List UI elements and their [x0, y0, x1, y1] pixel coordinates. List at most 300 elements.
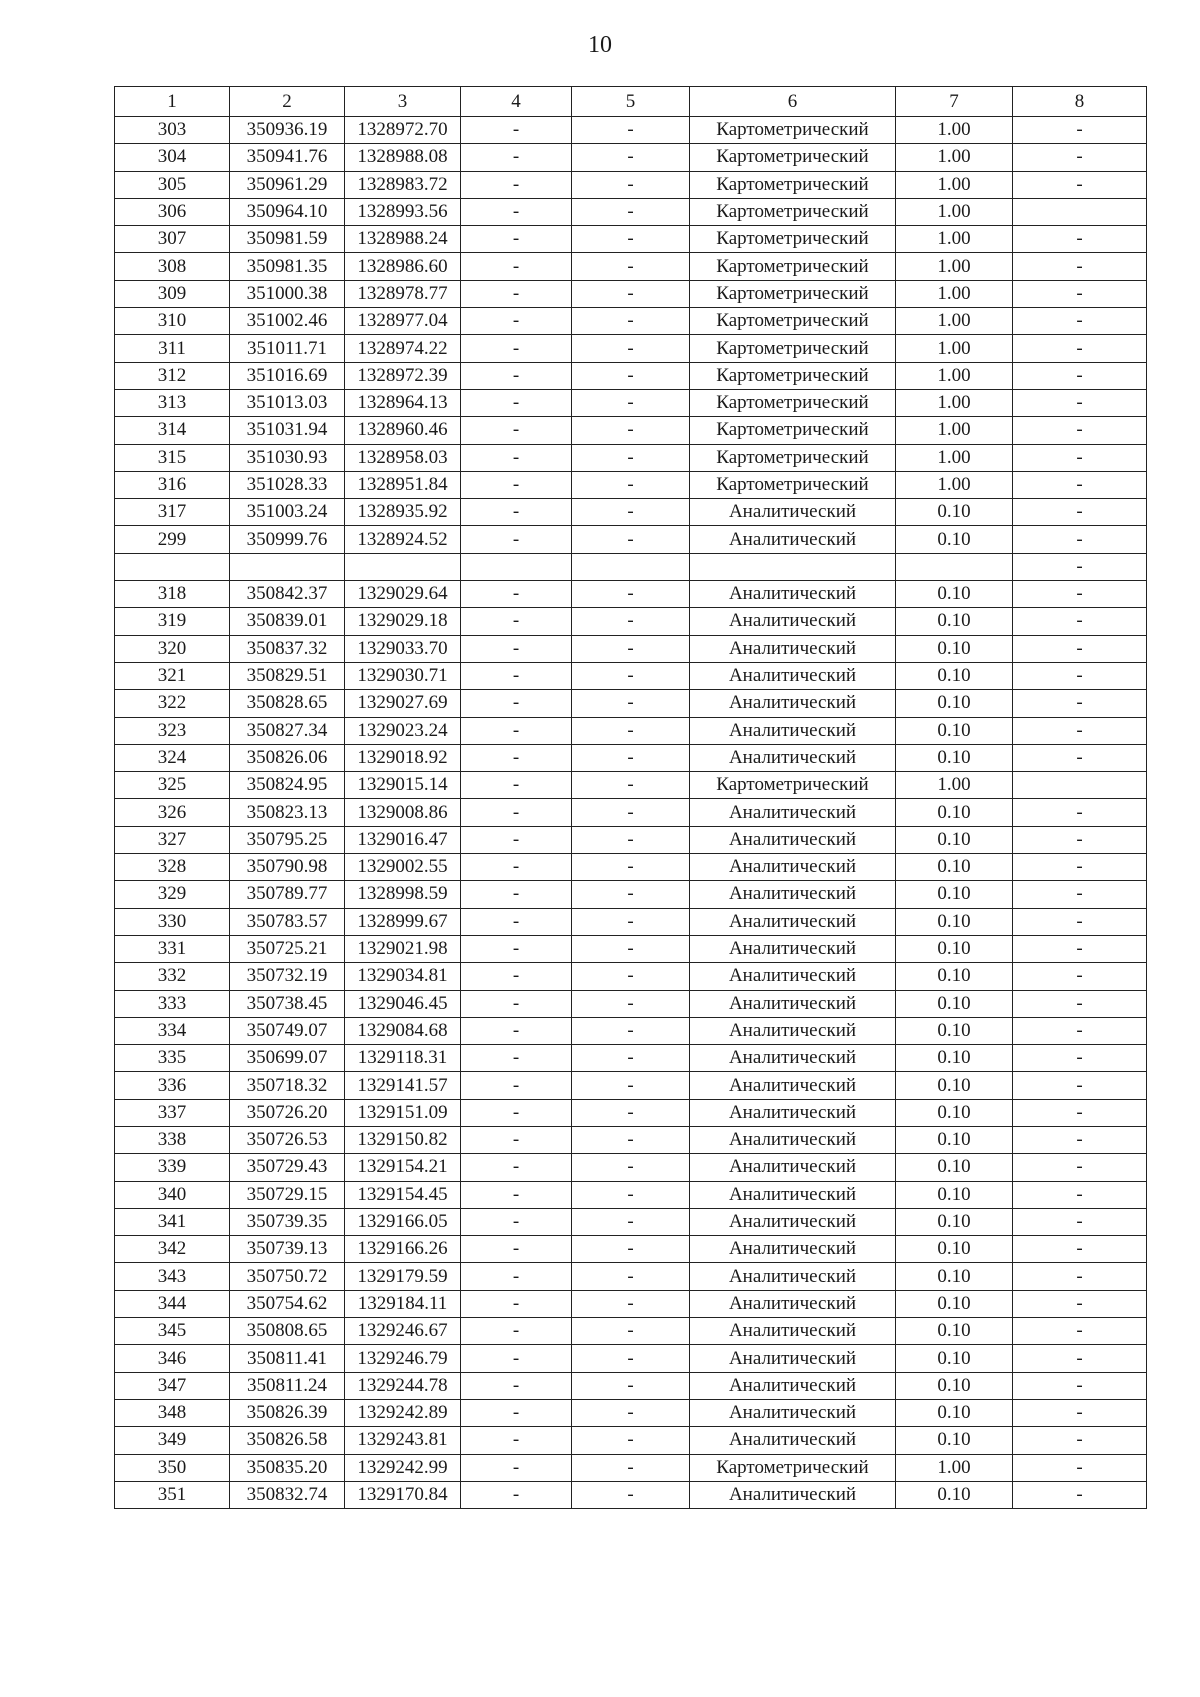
table-cell-col-2: 350725.21 — [230, 935, 345, 962]
table-cell-col-8: - — [1013, 635, 1147, 662]
table-cell-col-3: 1328951.84 — [345, 471, 461, 498]
table-cell-col-5: - — [572, 963, 690, 990]
table-cell-col-8: - — [1013, 1154, 1147, 1181]
table-cell-col-5: - — [572, 1481, 690, 1508]
table-cell-col-5: - — [572, 908, 690, 935]
table-cell-col-7: 1.00 — [896, 335, 1013, 362]
table-cell-col-7: 0.10 — [896, 1181, 1013, 1208]
header-cell-col-3: 3 — [345, 87, 461, 117]
table-cell-col-6: Аналитический — [690, 1099, 896, 1126]
table-cell-col-5: - — [572, 280, 690, 307]
table-cell-col-5: - — [572, 1126, 690, 1153]
table-cell-col-2: 351013.03 — [230, 389, 345, 416]
table-cell-col-2 — [230, 553, 345, 580]
table-row — [115, 1099, 1147, 1126]
table-cell-col-4: - — [461, 1099, 572, 1126]
table-cell-col-3: 1328977.04 — [345, 308, 461, 335]
table-cell-col-5: - — [572, 253, 690, 280]
table-cell-col-4: - — [461, 635, 572, 662]
table-cell-col-2: 351031.94 — [230, 417, 345, 444]
table-cell-col-3: 1329166.26 — [345, 1236, 461, 1263]
table-cell-col-2: 350961.29 — [230, 171, 345, 198]
table-cell-col-7: 0.10 — [896, 1072, 1013, 1099]
table-cell-col-8: - — [1013, 1454, 1147, 1481]
table-cell-col-2: 350739.13 — [230, 1236, 345, 1263]
table-row — [115, 1181, 1147, 1208]
table-cell-col-2: 350729.43 — [230, 1154, 345, 1181]
table-cell-col-6: Аналитический — [690, 717, 896, 744]
table-cell-col-2: 350829.51 — [230, 662, 345, 689]
table-cell-col-7: 0.10 — [896, 881, 1013, 908]
table-cell-col-4: - — [461, 881, 572, 908]
table-cell-col-8: - — [1013, 171, 1147, 198]
table-cell-col-5: - — [572, 389, 690, 416]
table-cell-col-8: - — [1013, 1399, 1147, 1426]
table-cell-col-2: 351000.38 — [230, 280, 345, 307]
table-cell-col-5: - — [572, 990, 690, 1017]
table-cell-col-4: - — [461, 526, 572, 553]
table-cell-col-4: - — [461, 171, 572, 198]
table-cell-col-2: 350699.07 — [230, 1045, 345, 1072]
table-cell-col-6: Аналитический — [690, 581, 896, 608]
table-cell-col-1: 342 — [115, 1236, 230, 1263]
table-cell-col-3: 1329242.89 — [345, 1399, 461, 1426]
table-cell-col-7: 0.10 — [896, 935, 1013, 962]
table-cell-col-1: 327 — [115, 826, 230, 853]
table-cell-col-7: 1.00 — [896, 198, 1013, 225]
table-cell-col-1: 326 — [115, 799, 230, 826]
table-cell-col-8 — [1013, 198, 1147, 225]
table-cell-col-4: - — [461, 1372, 572, 1399]
table-cell-col-4: - — [461, 1045, 572, 1072]
table-cell-col-6: Аналитический — [690, 963, 896, 990]
table-cell-col-2: 350999.76 — [230, 526, 345, 553]
table-cell-col-1: 331 — [115, 935, 230, 962]
table-cell-col-2: 351030.93 — [230, 444, 345, 471]
table-cell-col-8: - — [1013, 499, 1147, 526]
table-cell-col-8: - — [1013, 417, 1147, 444]
table-cell-col-3: 1328935.92 — [345, 499, 461, 526]
table-cell-col-1: 345 — [115, 1318, 230, 1345]
table-cell-col-5: - — [572, 1427, 690, 1454]
table-cell-col-6: Картометрический — [690, 171, 896, 198]
table-row — [115, 1017, 1147, 1044]
table-cell-col-6: Аналитический — [690, 1236, 896, 1263]
table-row — [115, 171, 1147, 198]
page-number: 10 — [588, 32, 612, 58]
table-row — [115, 635, 1147, 662]
table-cell-col-1: 334 — [115, 1017, 230, 1044]
table-cell-col-7: 0.10 — [896, 1399, 1013, 1426]
table-cell-col-7: 1.00 — [896, 171, 1013, 198]
table-cell-col-7: 1.00 — [896, 253, 1013, 280]
table-cell-col-5: - — [572, 608, 690, 635]
table-cell-col-6: Аналитический — [690, 1481, 896, 1508]
table-cell-col-7: 0.10 — [896, 499, 1013, 526]
table-cell-col-8: - — [1013, 717, 1147, 744]
table-row — [115, 117, 1147, 144]
table-cell-col-6: Аналитический — [690, 990, 896, 1017]
table-cell-col-8: - — [1013, 581, 1147, 608]
table-cell-col-4: - — [461, 417, 572, 444]
table-cell-col-3: 1328999.67 — [345, 908, 461, 935]
table-cell-col-8: - — [1013, 144, 1147, 171]
table-cell-col-8: - — [1013, 1481, 1147, 1508]
table-cell-col-5: - — [572, 1372, 690, 1399]
table-cell-col-6: Аналитический — [690, 1045, 896, 1072]
table-cell-col-2: 350811.41 — [230, 1345, 345, 1372]
table-cell-col-2: 350842.37 — [230, 581, 345, 608]
table-cell-col-6: Аналитический — [690, 881, 896, 908]
table-cell-col-3: 1329021.98 — [345, 935, 461, 962]
table-cell-col-7: 1.00 — [896, 308, 1013, 335]
table-cell-col-8: - — [1013, 335, 1147, 362]
table-cell-col-5: - — [572, 744, 690, 771]
table-cell-col-1: 351 — [115, 1481, 230, 1508]
table-cell-col-4: - — [461, 1399, 572, 1426]
table-cell-col-4: - — [461, 1481, 572, 1508]
table-cell-col-5: - — [572, 635, 690, 662]
table-cell-col-5: - — [572, 144, 690, 171]
table-cell-col-1: 312 — [115, 362, 230, 389]
table-cell-col-4: - — [461, 308, 572, 335]
table-cell-col-4: - — [461, 1318, 572, 1345]
table-cell-col-6: Аналитический — [690, 1154, 896, 1181]
table-cell-col-4: - — [461, 744, 572, 771]
table-cell-col-6: Картометрический — [690, 226, 896, 253]
table-cell-col-5: - — [572, 1454, 690, 1481]
table-cell-col-1: 322 — [115, 690, 230, 717]
table-cell-col-1: 303 — [115, 117, 230, 144]
table-cell-col-2: 350729.15 — [230, 1181, 345, 1208]
table-cell-col-4: - — [461, 198, 572, 225]
table-cell-col-7: 0.10 — [896, 799, 1013, 826]
table-cell-col-4: - — [461, 1263, 572, 1290]
table-row — [115, 362, 1147, 389]
table-cell-col-3: 1329141.57 — [345, 1072, 461, 1099]
table-cell-col-5: - — [572, 226, 690, 253]
table-cell-col-2: 350789.77 — [230, 881, 345, 908]
table-cell-col-5: - — [572, 1154, 690, 1181]
table-cell-col-3 — [345, 553, 461, 580]
table-cell-col-6: Картометрический — [690, 308, 896, 335]
table-cell-col-3: 1329179.59 — [345, 1263, 461, 1290]
table-cell-col-1: 311 — [115, 335, 230, 362]
table-cell-col-3: 1329046.45 — [345, 990, 461, 1017]
table-cell-col-5: - — [572, 854, 690, 881]
table-cell-col-8: - — [1013, 1427, 1147, 1454]
table-row — [115, 772, 1147, 799]
table-cell-col-3: 1329242.99 — [345, 1454, 461, 1481]
table-cell-col-6: Картометрический — [690, 389, 896, 416]
table-cell-col-8: - — [1013, 389, 1147, 416]
table-cell-col-8: - — [1013, 744, 1147, 771]
table-cell-col-4: - — [461, 581, 572, 608]
table-cell-col-1: 319 — [115, 608, 230, 635]
table-cell-col-7: 0.10 — [896, 581, 1013, 608]
table-cell-col-2: 350718.32 — [230, 1072, 345, 1099]
table-cell-col-6: Аналитический — [690, 1345, 896, 1372]
table-cell-col-6: Аналитический — [690, 1208, 896, 1235]
table-cell-col-4: - — [461, 226, 572, 253]
header-cell-col-7: 7 — [896, 87, 1013, 117]
table-cell-col-8: - — [1013, 1236, 1147, 1263]
table-cell-col-1: 314 — [115, 417, 230, 444]
table-row — [115, 799, 1147, 826]
table-cell-col-4: - — [461, 608, 572, 635]
table-cell-col-1: 310 — [115, 308, 230, 335]
table-cell-col-1: 335 — [115, 1045, 230, 1072]
table-cell-col-7: 0.10 — [896, 1126, 1013, 1153]
table-cell-col-2: 350749.07 — [230, 1017, 345, 1044]
table-cell-col-1: 329 — [115, 881, 230, 908]
table-cell-col-3: 1329154.21 — [345, 1154, 461, 1181]
table-cell-col-8: - — [1013, 1181, 1147, 1208]
table-cell-col-8: - — [1013, 608, 1147, 635]
table-cell-col-8: - — [1013, 444, 1147, 471]
table-cell-col-5: - — [572, 526, 690, 553]
table-cell-col-4: - — [461, 1181, 572, 1208]
table-cell-col-6: Аналитический — [690, 1072, 896, 1099]
table-cell-col-2: 350808.65 — [230, 1318, 345, 1345]
table-cell-col-2: 350739.35 — [230, 1208, 345, 1235]
table-cell-col-8: - — [1013, 1318, 1147, 1345]
table-cell-col-6: Картометрический — [690, 772, 896, 799]
table-cell-col-2: 350826.39 — [230, 1399, 345, 1426]
table-cell-col-7: 1.00 — [896, 144, 1013, 171]
table-cell-col-2: 350839.01 — [230, 608, 345, 635]
table-cell-col-7: 0.10 — [896, 526, 1013, 553]
table-cell-col-8: - — [1013, 1072, 1147, 1099]
table-cell-col-7: 0.10 — [896, 1427, 1013, 1454]
table-cell-col-1: 309 — [115, 280, 230, 307]
table-cell-col-5: - — [572, 499, 690, 526]
table-cell-col-1: 316 — [115, 471, 230, 498]
table-cell-col-3: 1329015.14 — [345, 772, 461, 799]
table-cell-col-6: Аналитический — [690, 1427, 896, 1454]
table-cell-col-8: - — [1013, 854, 1147, 881]
table-cell-col-1: 350 — [115, 1454, 230, 1481]
table-cell-col-3: 1329170.84 — [345, 1481, 461, 1508]
table-cell-col-4: - — [461, 1454, 572, 1481]
table-cell-col-4: - — [461, 717, 572, 744]
table-cell-col-5: - — [572, 1263, 690, 1290]
table-cell-col-2: 350832.74 — [230, 1481, 345, 1508]
table-cell-col-8: - — [1013, 662, 1147, 689]
table-cell-col-4: - — [461, 854, 572, 881]
table-cell-col-4: - — [461, 389, 572, 416]
table-cell-col-7: 1.00 — [896, 362, 1013, 389]
table-cell-col-8: - — [1013, 253, 1147, 280]
table-cell-col-1: 330 — [115, 908, 230, 935]
table-cell-col-1: 308 — [115, 253, 230, 280]
table-cell-col-3: 1329034.81 — [345, 963, 461, 990]
table-cell-col-2: 350828.65 — [230, 690, 345, 717]
table-cell-col-6: Картометрический — [690, 471, 896, 498]
table-cell-col-2: 350795.25 — [230, 826, 345, 853]
table-cell-col-8: - — [1013, 308, 1147, 335]
table-cell-col-3: 1329033.70 — [345, 635, 461, 662]
table-cell-col-1: 307 — [115, 226, 230, 253]
table-row — [115, 1481, 1147, 1508]
table-cell-col-8 — [1013, 772, 1147, 799]
table-row — [115, 581, 1147, 608]
table-cell-col-1: 328 — [115, 854, 230, 881]
table-cell-col-4: - — [461, 1236, 572, 1263]
coordinates-table — [114, 86, 1147, 1509]
table-cell-col-3: 1328958.03 — [345, 444, 461, 471]
table-row — [115, 717, 1147, 744]
header-cell-col-6: 6 — [690, 87, 896, 117]
table-cell-col-4: - — [461, 935, 572, 962]
table-cell-col-5: - — [572, 826, 690, 853]
table-row — [115, 608, 1147, 635]
table-cell-col-7: 0.10 — [896, 826, 1013, 853]
table-cell-col-6: Аналитический — [690, 1290, 896, 1317]
table-cell-col-5: - — [572, 308, 690, 335]
table-cell-col-4: - — [461, 1154, 572, 1181]
table-cell-col-2: 350837.32 — [230, 635, 345, 662]
table-cell-col-7: 0.10 — [896, 1017, 1013, 1044]
table-cell-col-5: - — [572, 690, 690, 717]
table-cell-col-3: 1328960.46 — [345, 417, 461, 444]
table-cell-col-2: 350754.62 — [230, 1290, 345, 1317]
table-cell-col-1: 344 — [115, 1290, 230, 1317]
table-cell-col-6: Аналитический — [690, 690, 896, 717]
table-cell-col-6: Аналитический — [690, 1263, 896, 1290]
table-row — [115, 335, 1147, 362]
table-row — [115, 1045, 1147, 1072]
table-cell-col-3: 1328972.39 — [345, 362, 461, 389]
table-cell-col-3: 1328972.70 — [345, 117, 461, 144]
table-row — [115, 1208, 1147, 1235]
table-cell-col-4: - — [461, 253, 572, 280]
table-cell-col-1: 332 — [115, 963, 230, 990]
table-cell-col-7: 0.10 — [896, 717, 1013, 744]
table-cell-col-7: 0.10 — [896, 963, 1013, 990]
table-cell-col-1: 348 — [115, 1399, 230, 1426]
table-cell-col-7: 1.00 — [896, 389, 1013, 416]
table-cell-col-6: Картометрический — [690, 253, 896, 280]
table-cell-col-7: 0.10 — [896, 635, 1013, 662]
table-cell-col-4: - — [461, 799, 572, 826]
table-cell-col-3: 1329029.64 — [345, 581, 461, 608]
table-cell-col-2: 350750.72 — [230, 1263, 345, 1290]
table-row — [115, 280, 1147, 307]
table-cell-col-8: - — [1013, 881, 1147, 908]
table-cell-col-1: 324 — [115, 744, 230, 771]
table-row — [115, 1372, 1147, 1399]
table-cell-col-3: 1328983.72 — [345, 171, 461, 198]
table-row — [115, 553, 1147, 580]
table-cell-col-4: - — [461, 1126, 572, 1153]
table-row — [115, 1399, 1147, 1426]
table-cell-col-8: - — [1013, 1345, 1147, 1372]
table-cell-col-4: - — [461, 1427, 572, 1454]
table-cell-col-2: 350964.10 — [230, 198, 345, 225]
table-cell-col-8: - — [1013, 526, 1147, 553]
table-cell-col-4: - — [461, 908, 572, 935]
table-row — [115, 744, 1147, 771]
table-cell-col-2: 350790.98 — [230, 854, 345, 881]
table-cell-col-3: 1329243.81 — [345, 1427, 461, 1454]
table-cell-col-7: 0.10 — [896, 1208, 1013, 1235]
table-cell-col-4: - — [461, 1017, 572, 1044]
table-cell-col-5: - — [572, 662, 690, 689]
table-cell-col-6: Аналитический — [690, 935, 896, 962]
table-cell-col-5: - — [572, 1399, 690, 1426]
table-cell-col-2: 350823.13 — [230, 799, 345, 826]
table-cell-col-5: - — [572, 1345, 690, 1372]
table-cell-col-7: 0.10 — [896, 1318, 1013, 1345]
table-cell-col-2: 351028.33 — [230, 471, 345, 498]
table-cell-col-8: - — [1013, 908, 1147, 935]
table-row — [115, 253, 1147, 280]
table-cell-col-3: 1328978.77 — [345, 280, 461, 307]
table-cell-col-5: - — [572, 935, 690, 962]
table-cell-col-1: 333 — [115, 990, 230, 1017]
table-cell-col-4: - — [461, 362, 572, 389]
table-cell-col-3: 1329151.09 — [345, 1099, 461, 1126]
table-cell-col-6: Аналитический — [690, 1372, 896, 1399]
table-cell-col-3: 1329154.45 — [345, 1181, 461, 1208]
table-cell-col-6: Аналитический — [690, 854, 896, 881]
table-cell-col-5: - — [572, 1181, 690, 1208]
table-cell-col-7: 0.10 — [896, 908, 1013, 935]
table-cell-col-3: 1329084.68 — [345, 1017, 461, 1044]
table-row — [115, 308, 1147, 335]
table-cell-col-2: 350732.19 — [230, 963, 345, 990]
table-cell-col-6: Картометрический — [690, 280, 896, 307]
header-cell-col-1: 1 — [115, 87, 230, 117]
table-cell-col-4: - — [461, 1208, 572, 1235]
table-cell-col-6: Картометрический — [690, 117, 896, 144]
table-cell-col-7: 1.00 — [896, 471, 1013, 498]
header-cell-col-5: 5 — [572, 87, 690, 117]
table-row — [115, 1263, 1147, 1290]
table-row — [115, 1126, 1147, 1153]
table-cell-col-3: 1328986.60 — [345, 253, 461, 280]
table-cell-col-5: - — [572, 1236, 690, 1263]
table-cell-col-4: - — [461, 280, 572, 307]
table-cell-col-7: 1.00 — [896, 1454, 1013, 1481]
table-cell-col-6: Картометрический — [690, 1454, 896, 1481]
table-cell-col-6: Картометрический — [690, 144, 896, 171]
table-cell-col-3: 1329184.11 — [345, 1290, 461, 1317]
table-cell-col-7 — [896, 553, 1013, 580]
table-cell-col-4: - — [461, 144, 572, 171]
table-row — [115, 226, 1147, 253]
table-cell-col-2: 350738.45 — [230, 990, 345, 1017]
table-cell-col-5: - — [572, 171, 690, 198]
table-cell-col-8: - — [1013, 280, 1147, 307]
table-cell-col-8: - — [1013, 963, 1147, 990]
table-cell-col-1: 325 — [115, 772, 230, 799]
table-cell-col-7: 0.10 — [896, 1154, 1013, 1181]
table-cell-col-7: 1.00 — [896, 772, 1013, 799]
table-cell-col-7: 0.10 — [896, 690, 1013, 717]
table-cell-col-2: 351011.71 — [230, 335, 345, 362]
table-cell-col-3: 1329018.92 — [345, 744, 461, 771]
table-cell-col-3: 1329246.79 — [345, 1345, 461, 1372]
table-cell-col-4: - — [461, 117, 572, 144]
table-cell-col-8: - — [1013, 1290, 1147, 1317]
table-cell-col-5: - — [572, 471, 690, 498]
table-cell-col-6: Аналитический — [690, 1181, 896, 1208]
table-cell-col-3: 1329244.78 — [345, 1372, 461, 1399]
table-cell-col-7: 0.10 — [896, 1236, 1013, 1263]
table-cell-col-3: 1329166.05 — [345, 1208, 461, 1235]
